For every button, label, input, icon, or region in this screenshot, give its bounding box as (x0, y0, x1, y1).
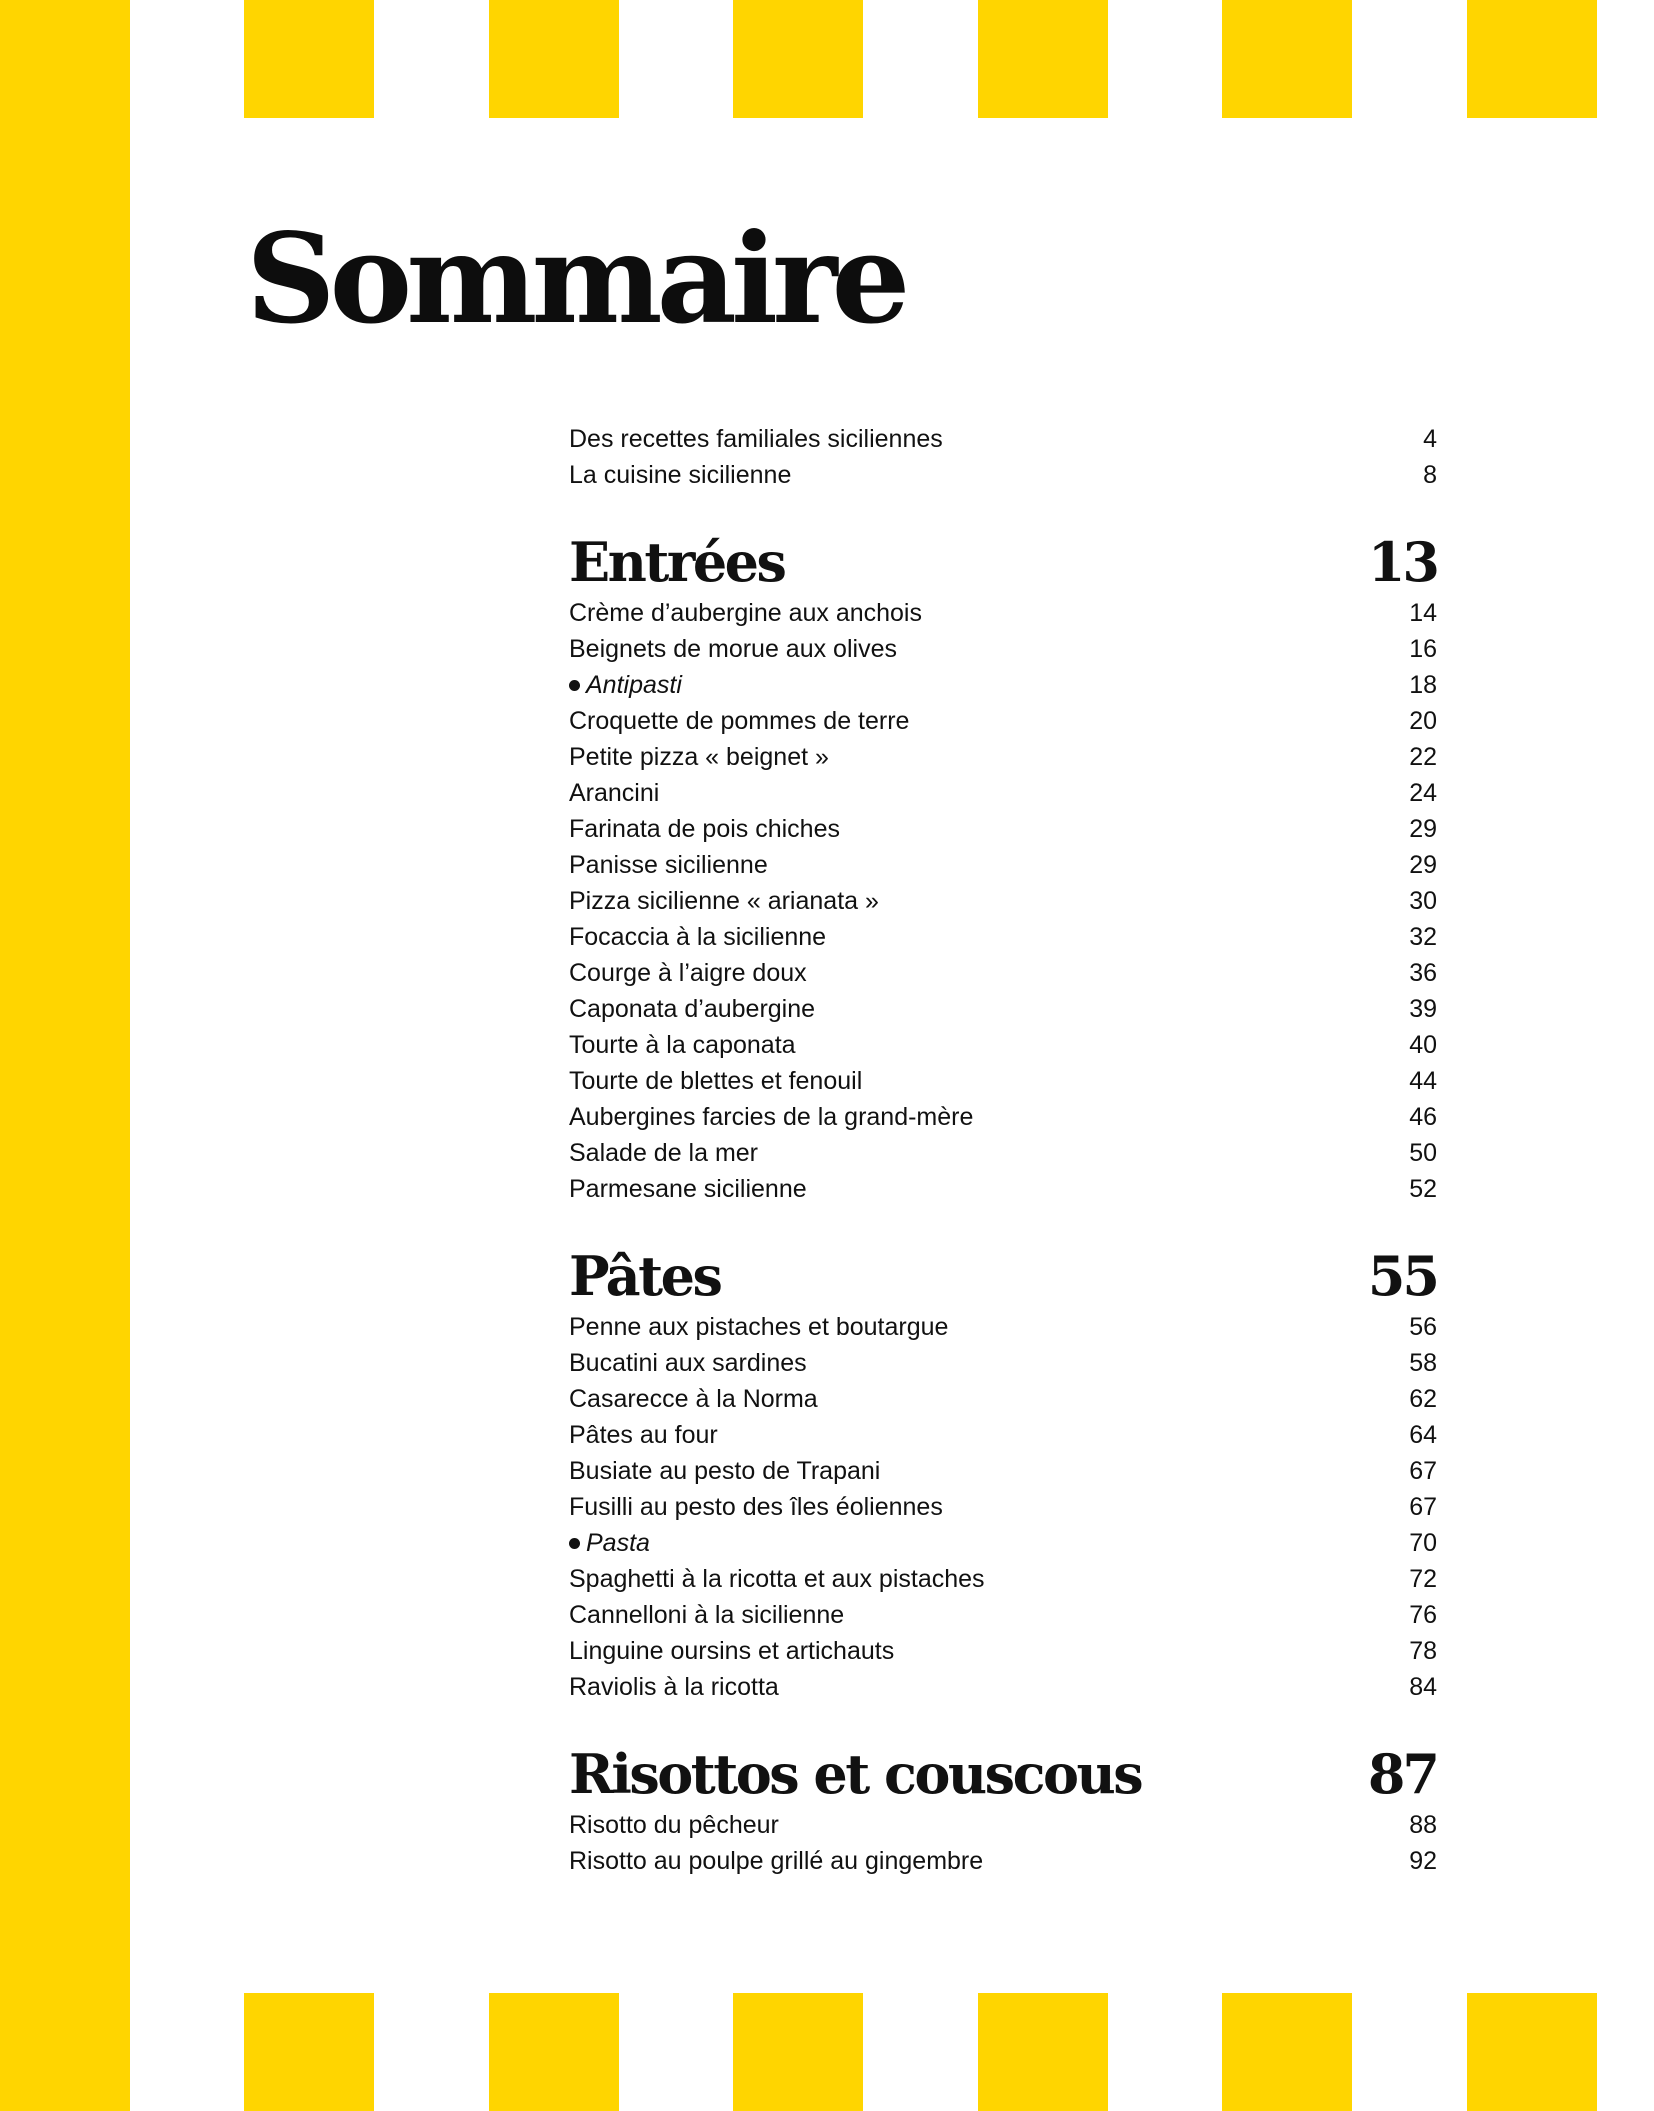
section-title: Entrées (569, 530, 785, 594)
entry-page-number: 16 (1409, 635, 1437, 663)
entry-page-number: 18 (1409, 671, 1437, 699)
entry-page-number: 62 (1409, 1385, 1437, 1413)
toc-entry[interactable] (569, 1381, 1437, 1417)
entry-title-text: Beignets de morue aux olives (569, 635, 897, 663)
entry-title (569, 883, 879, 919)
entry-title-text: La cuisine sicilienne (569, 461, 792, 489)
entry-title (569, 739, 829, 775)
entry-page-number: 22 (1409, 743, 1437, 771)
section-title: Pâtes (569, 1244, 721, 1308)
entry-page-number: 29 (1409, 815, 1437, 843)
toc-entry[interactable] (569, 703, 1437, 739)
entry-title-text: Pâtes au four (569, 1421, 718, 1449)
entry-page-number: 67 (1409, 1493, 1437, 1521)
entry-title (569, 667, 682, 703)
entry-title (569, 1063, 862, 1099)
entry-page-number: 64 (1409, 1421, 1437, 1449)
toc-entry[interactable] (569, 1063, 1437, 1099)
yellow-square (1222, 0, 1352, 118)
toc-entry[interactable] (569, 1171, 1437, 1207)
yellow-square (489, 0, 619, 118)
yellow-square (733, 0, 863, 118)
toc-entry[interactable] (569, 457, 1437, 493)
entry-title-text: Panisse sicilienne (569, 851, 768, 879)
entry-title-text: Raviolis à la ricotta (569, 1673, 779, 1701)
entry-page-number: 70 (1409, 1529, 1437, 1557)
yellow-square (733, 1993, 863, 2111)
entry-page-number: 32 (1409, 923, 1437, 951)
entry-title-text: Crème d’aubergine aux anchois (569, 599, 922, 627)
entry-title (569, 991, 815, 1027)
entry-title-text: Busiate au pesto de Trapani (569, 1457, 881, 1485)
entry-page-number: 4 (1423, 425, 1437, 453)
entry-title-text: Fusilli au pesto des îles éoliennes (569, 1493, 943, 1521)
section-page-number: 13 (1367, 530, 1437, 594)
toc-entry[interactable] (569, 1027, 1437, 1063)
entry-title-text: Risotto du pêcheur (569, 1811, 779, 1839)
entry-title-text: Arancini (569, 779, 660, 807)
entry-title-text: Salade de la mer (569, 1139, 759, 1167)
entry-title (569, 1669, 779, 1705)
entry-page-number: 29 (1409, 851, 1437, 879)
entry-title-text: Cannelloni à la sicilienne (569, 1601, 845, 1629)
toc-entry[interactable] (569, 595, 1437, 631)
left-yellow-band (0, 0, 130, 2111)
toc-entry[interactable] (569, 631, 1437, 667)
entry-title-text: Tourte à la caponata (569, 1031, 796, 1059)
bullet-icon (569, 680, 580, 691)
entry-page-number: 76 (1409, 1601, 1437, 1629)
entry-title (569, 1135, 758, 1171)
yellow-square (244, 1993, 374, 2111)
entry-title (569, 1027, 796, 1063)
entry-title (569, 775, 659, 811)
entry-title-text: Antipasti (586, 671, 682, 699)
entry-title (569, 421, 943, 457)
entry-page-number: 14 (1409, 599, 1437, 627)
entry-title (569, 1171, 807, 1207)
entry-page-number: 24 (1409, 779, 1437, 807)
entry-title-text: Spaghetti à la ricotta et aux pistaches (569, 1565, 985, 1593)
toc-entry[interactable] (569, 1309, 1437, 1345)
toc-entry[interactable] (569, 883, 1437, 919)
top-yellow-squares (0, 0, 1654, 118)
entry-title (569, 847, 768, 883)
bottom-yellow-squares (0, 1993, 1654, 2111)
toc-entry[interactable] (569, 739, 1437, 775)
entry-title (569, 1843, 983, 1879)
entry-page-number: 8 (1423, 461, 1437, 489)
yellow-square (489, 1993, 619, 2111)
entry-page-number: 52 (1409, 1175, 1437, 1203)
toc-entry[interactable] (569, 847, 1437, 883)
entry-title-text: Linguine oursins et artichauts (569, 1637, 895, 1665)
entry-page-number: 58 (1409, 1349, 1437, 1377)
entry-title-text: Casarecce à la Norma (569, 1385, 818, 1413)
toc-entry[interactable] (569, 991, 1437, 1027)
entry-title-text: Bucatini aux sardines (569, 1349, 807, 1377)
toc-entry[interactable] (569, 1807, 1437, 1843)
section-title: Risottos et couscous (569, 1742, 1142, 1806)
entry-title-text: Risotto au poulpe grillé au gingembre (569, 1847, 984, 1875)
section-page-number: 55 (1367, 1244, 1437, 1308)
entry-title (569, 1453, 880, 1489)
entry-title-text: Penne aux pistaches et boutargue (569, 1313, 949, 1341)
entry-page-number: 56 (1409, 1313, 1437, 1341)
yellow-square (1467, 1993, 1597, 2111)
entry-page-number: 40 (1409, 1031, 1437, 1059)
section-heading[interactable] (569, 1741, 1437, 1807)
section-page-number: 87 (1367, 1742, 1437, 1806)
entry-title (569, 595, 922, 631)
toc-entry[interactable] (569, 1345, 1437, 1381)
toc-entry[interactable] (569, 1135, 1437, 1171)
yellow-square (1467, 0, 1597, 118)
toc-entry[interactable] (569, 1561, 1437, 1597)
toc-entry[interactable] (569, 1843, 1437, 1879)
toc-feature-entry[interactable] (569, 1525, 1437, 1561)
entry-title (569, 1345, 807, 1381)
entry-title (569, 1381, 818, 1417)
entry-title (569, 1807, 779, 1843)
entry-title (569, 1417, 718, 1453)
entry-title-text: Tourte de blettes et fenouil (569, 1067, 863, 1095)
toc-feature-entry[interactable] (569, 667, 1437, 703)
entry-page-number: 88 (1409, 1811, 1437, 1839)
bullet-icon (569, 1538, 580, 1549)
entry-title-text: Pasta (586, 1529, 650, 1557)
entry-page-number: 39 (1409, 995, 1437, 1023)
toc-entry[interactable] (569, 1099, 1437, 1135)
entry-title (569, 1099, 973, 1135)
entry-title (569, 919, 826, 955)
entry-page-number: 46 (1409, 1103, 1437, 1131)
toc-entry[interactable] (569, 811, 1437, 847)
toc-entry[interactable] (569, 775, 1437, 811)
entry-title (569, 1489, 943, 1525)
entry-page-number: 84 (1409, 1673, 1437, 1701)
toc-entry[interactable] (569, 1453, 1437, 1489)
entry-title-text: Parmesane sicilienne (569, 1175, 807, 1203)
entry-title-text: Caponata d’aubergine (569, 995, 816, 1023)
entry-title (569, 703, 909, 739)
entry-page-number: 67 (1409, 1457, 1437, 1485)
toc-entry[interactable] (569, 1669, 1437, 1705)
entry-page-number: 72 (1409, 1565, 1437, 1593)
entry-title-text: Pizza sicilienne « arianata » (569, 887, 879, 915)
entry-title (569, 955, 807, 991)
entry-page-number: 30 (1409, 887, 1437, 915)
toc-entry[interactable] (569, 1597, 1437, 1633)
entry-title-text: Courge à l’aigre doux (569, 959, 807, 987)
toc-entry[interactable] (569, 1489, 1437, 1525)
section-heading[interactable] (569, 1243, 1437, 1309)
table-of-contents (569, 421, 1437, 1879)
entry-title (569, 631, 897, 667)
entry-title (569, 1633, 894, 1669)
entry-page-number: 20 (1409, 707, 1437, 735)
entry-title-text: Des recettes familiales siciliennes (569, 425, 943, 453)
entry-title (569, 1309, 948, 1345)
yellow-square (978, 0, 1108, 118)
entry-title (569, 1597, 844, 1633)
entry-page-number: 50 (1409, 1139, 1437, 1167)
entry-title (569, 457, 791, 493)
toc-entry[interactable] (569, 1417, 1437, 1453)
toc-entry[interactable] (569, 1633, 1437, 1669)
entry-title-text: Croquette de pommes de terre (569, 707, 910, 735)
toc-entry[interactable] (569, 955, 1437, 991)
entry-title-text: Aubergines farcies de la grand-mère (569, 1103, 974, 1131)
entry-title (569, 811, 840, 847)
entry-page-number: 44 (1409, 1067, 1437, 1095)
entry-title-text: Petite pizza « beignet » (569, 743, 829, 771)
entry-title-text: Farinata de pois chiches (569, 815, 840, 843)
entry-page-number: 78 (1409, 1637, 1437, 1665)
toc-entry[interactable] (569, 421, 1437, 457)
entry-page-number: 92 (1409, 1847, 1437, 1875)
toc-entry[interactable] (569, 919, 1437, 955)
section-heading[interactable] (569, 529, 1437, 595)
page-title: Sommaire (246, 207, 905, 352)
entry-title (569, 1525, 650, 1561)
entry-title-text: Focaccia à la sicilienne (569, 923, 827, 951)
entry-title (569, 1561, 985, 1597)
yellow-square (978, 1993, 1108, 2111)
yellow-square (244, 0, 374, 118)
entry-page-number: 36 (1409, 959, 1437, 987)
yellow-square (1222, 1993, 1352, 2111)
